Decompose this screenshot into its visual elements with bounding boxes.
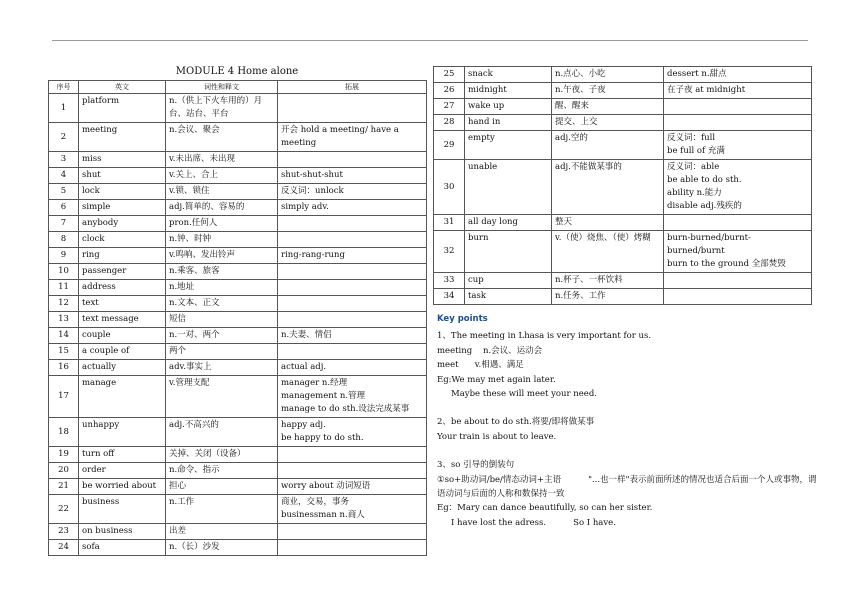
header-rule — [52, 40, 808, 41]
english-word: wake up — [465, 99, 552, 115]
row-number: 32 — [434, 231, 465, 273]
extension-note — [278, 216, 427, 232]
english-word: lock — [79, 184, 166, 200]
english-word: unable — [465, 160, 552, 215]
vocab-row — [49, 463, 427, 479]
vocab-row — [49, 479, 427, 495]
chinese-meaning: v.关上、合上 — [166, 168, 278, 184]
row-number: 6 — [49, 200, 79, 216]
english-word: hand in — [465, 115, 552, 131]
vocab-row — [434, 231, 812, 273]
page-title: MODULE 4 Home alone — [175, 66, 299, 77]
extension-note: n.夫妻、情侣 — [278, 328, 427, 344]
vocab-row — [49, 296, 427, 312]
english-word: order — [79, 463, 166, 479]
point-1-line: meet v.相遇、满足 — [437, 360, 524, 371]
english-word: midnight — [465, 83, 552, 99]
extension-note — [278, 232, 427, 248]
chinese-meaning: 关掉、关闭（设备） — [166, 447, 278, 463]
point-1-example: Eg:We may met again later. — [437, 374, 556, 385]
vocab-row — [49, 540, 427, 556]
chinese-meaning: v.管理支配 — [166, 376, 278, 418]
point-1-example: Maybe these will meet your need. — [451, 389, 597, 400]
row-number: 2 — [49, 123, 79, 152]
row-number: 19 — [49, 447, 79, 463]
english-word: business — [79, 495, 166, 524]
english-word: actually — [79, 360, 166, 376]
row-number: 20 — [49, 463, 79, 479]
chinese-meaning: v.未出席、未出现 — [166, 152, 278, 168]
english-word: unhappy — [79, 418, 166, 447]
extension-note — [278, 540, 427, 556]
english-word: anybody — [79, 216, 166, 232]
extension-note: 反义词：full be full of 充满 — [664, 131, 812, 160]
extension-note: burn-burned/burnt-burned/burnt burn to the ground 全部焚毁 — [664, 231, 812, 273]
chinese-meaning: 提交、上交 — [552, 115, 664, 131]
vocab-row — [434, 131, 812, 160]
point-3-example: Eg：Mary can dance beautifully, so can her sister. — [437, 503, 653, 514]
english-word: empty — [465, 131, 552, 160]
chinese-meaning: adj.空的 — [552, 131, 664, 160]
row-number: 9 — [49, 248, 79, 264]
chinese-meaning: n.点心、小吃 — [552, 67, 664, 83]
header-meaning: 词性和释文 — [166, 81, 278, 94]
english-word: miss — [79, 152, 166, 168]
english-word: clock — [79, 232, 166, 248]
chinese-meaning: 出差 — [166, 524, 278, 540]
english-word: ring — [79, 248, 166, 264]
extension-note: dessert n.甜点 — [664, 67, 812, 83]
row-number: 22 — [49, 495, 79, 524]
english-word: task — [465, 289, 552, 305]
vocab-row — [434, 83, 812, 99]
row-number: 5 — [49, 184, 79, 200]
row-number: 30 — [434, 160, 465, 215]
extension-note — [664, 115, 812, 131]
row-number: 25 — [434, 67, 465, 83]
english-word: manage — [79, 376, 166, 418]
vocab-row — [49, 232, 427, 248]
extension-note: shut-shut-shut — [278, 168, 427, 184]
english-word: simple — [79, 200, 166, 216]
chinese-meaning: n.乘客、旅客 — [166, 264, 278, 280]
vocab-row — [49, 495, 427, 524]
vocab-row — [49, 168, 427, 184]
chinese-meaning: n.（供上下火车用的）月台、站台、平台 — [166, 94, 278, 123]
english-word: couple — [79, 328, 166, 344]
chinese-meaning: n.任务、工作 — [552, 289, 664, 305]
row-number: 18 — [49, 418, 79, 447]
english-word: sofa — [79, 540, 166, 556]
chinese-meaning: n.会议、聚会 — [166, 123, 278, 152]
point-3-rule: ①so+助动词/be/情态动词+主语 "...也一样"表示前面所述的情况也适合后面一个人或事物，谓语动词与后面的人称和数保持一致 — [437, 474, 817, 500]
row-number: 29 — [434, 131, 465, 160]
row-number: 11 — [49, 280, 79, 296]
row-number: 24 — [49, 540, 79, 556]
vocab-row — [434, 115, 812, 131]
english-word: on business — [79, 524, 166, 540]
point-2-example: Your train is about to leave. — [437, 431, 557, 442]
extension-note — [278, 264, 427, 280]
row-number: 1 — [49, 94, 79, 123]
header-number: 序号 — [49, 81, 79, 94]
extension-note — [278, 524, 427, 540]
vocab-row — [434, 289, 812, 305]
chinese-meaning: 担心 — [166, 479, 278, 495]
extension-note: simply adv. — [278, 200, 427, 216]
vocab-row — [49, 280, 427, 296]
row-number: 31 — [434, 215, 465, 231]
english-word: turn off — [79, 447, 166, 463]
chinese-meaning: adj.简单的、容易的 — [166, 200, 278, 216]
extension-note: ring-rang-rung — [278, 248, 427, 264]
chinese-meaning: n.命令、指示 — [166, 463, 278, 479]
row-number: 33 — [434, 273, 465, 289]
chinese-meaning: v.（使）烧焦、（使）烤糊 — [552, 231, 664, 273]
chinese-meaning: v.鸣响、发出铃声 — [166, 248, 278, 264]
vocab-row — [49, 312, 427, 328]
row-number: 28 — [434, 115, 465, 131]
extension-note — [664, 273, 812, 289]
extension-note — [664, 215, 812, 231]
row-number: 8 — [49, 232, 79, 248]
chinese-meaning: adj.不高兴的 — [166, 418, 278, 447]
chinese-meaning: 整天 — [552, 215, 664, 231]
header-extension: 拓展 — [278, 81, 427, 94]
vocab-row — [49, 447, 427, 463]
point-1-title: 1、The meeting in Lhasa is very important for us. — [437, 331, 652, 342]
chinese-meaning: n.（长）沙发 — [166, 540, 278, 556]
english-word: all day long — [465, 215, 552, 231]
extension-note — [278, 280, 427, 296]
extension-note — [278, 312, 427, 328]
extension-note — [278, 296, 427, 312]
vocab-row — [49, 328, 427, 344]
row-number: 34 — [434, 289, 465, 305]
vocab-row — [49, 123, 427, 152]
vocab-row — [49, 200, 427, 216]
row-number: 15 — [49, 344, 79, 360]
extension-note: worry about 动词短语 — [278, 479, 427, 495]
chinese-meaning: v.锁、锁住 — [166, 184, 278, 200]
header-english: 英文 — [79, 81, 166, 94]
extension-note — [278, 447, 427, 463]
extension-note: 在子夜 at midnight — [664, 83, 812, 99]
extension-note: manager n.经理 management n.管理 manage to do sth.设法完成某事 — [278, 376, 427, 418]
row-number: 12 — [49, 296, 79, 312]
vocab-row — [49, 264, 427, 280]
vocab-row — [49, 524, 427, 540]
chinese-meaning: n.杯子、一杯饮料 — [552, 273, 664, 289]
row-number: 27 — [434, 99, 465, 115]
vocab-row — [49, 216, 427, 232]
vocab-row — [49, 184, 427, 200]
vocab-row — [49, 376, 427, 418]
point-3-example: I have lost the adress. So I have. — [451, 517, 616, 528]
point-1-line: meeting n.会议、运动会 — [437, 345, 543, 356]
extension-note: happy adj. be happy to do sth. — [278, 418, 427, 447]
row-number: 7 — [49, 216, 79, 232]
english-word: a couple of — [79, 344, 166, 360]
english-word: text — [79, 296, 166, 312]
english-word: burn — [465, 231, 552, 273]
chinese-meaning: n.地址 — [166, 280, 278, 296]
chinese-meaning: 两个 — [166, 344, 278, 360]
row-number: 3 — [49, 152, 79, 168]
vocab-row — [434, 273, 812, 289]
row-number: 21 — [49, 479, 79, 495]
english-word: be worried about — [79, 479, 166, 495]
english-word: cup — [465, 273, 552, 289]
row-number: 13 — [49, 312, 79, 328]
key-points-heading: Key points — [437, 314, 488, 324]
extension-note — [664, 289, 812, 305]
vocab-row — [49, 152, 427, 168]
extension-note: 反义词：able be able to do sth. ability n.能力 disable adj.残疾的 — [664, 160, 812, 215]
key-points-section — [437, 312, 817, 530]
point-3-title: 3、so 引导的倒装句 — [437, 460, 515, 471]
row-number: 26 — [434, 83, 465, 99]
chinese-meaning: adj.不能做某事的 — [552, 160, 664, 215]
row-number: 10 — [49, 264, 79, 280]
vocab-table-right — [433, 66, 812, 305]
chinese-meaning: n.一对、两个 — [166, 328, 278, 344]
english-word: snack — [465, 67, 552, 83]
vocab-row — [49, 248, 427, 264]
row-number: 16 — [49, 360, 79, 376]
vocab-row — [49, 418, 427, 447]
extension-note: actual adj. — [278, 360, 427, 376]
point-2-title: 2、be about to do sth.将要/即将做某事 — [437, 417, 595, 428]
extension-note — [278, 94, 427, 123]
row-number: 14 — [49, 328, 79, 344]
extension-note: 开会 hold a meeting/ have a meeting — [278, 123, 427, 152]
vocab-row — [434, 215, 812, 231]
chinese-meaning: pron.任何人 — [166, 216, 278, 232]
vocab-row — [434, 67, 812, 83]
chinese-meaning: 短信 — [166, 312, 278, 328]
chinese-meaning: n.文本、正文 — [166, 296, 278, 312]
vocab-table-left — [48, 80, 427, 556]
chinese-meaning: n.钟、时钟 — [166, 232, 278, 248]
vocab-row — [49, 94, 427, 123]
extension-note: 商业，交易，事务 businessman n.商人 — [278, 495, 427, 524]
english-word: address — [79, 280, 166, 296]
extension-note — [278, 463, 427, 479]
vocab-row — [434, 99, 812, 115]
extension-note — [278, 152, 427, 168]
english-word: text message — [79, 312, 166, 328]
table-header-row — [49, 81, 427, 94]
row-number: 17 — [49, 376, 79, 418]
row-number: 4 — [49, 168, 79, 184]
chinese-meaning: adv.事实上 — [166, 360, 278, 376]
row-number: 23 — [49, 524, 79, 540]
english-word: passenger — [79, 264, 166, 280]
chinese-meaning: n.工作 — [166, 495, 278, 524]
extension-note — [664, 99, 812, 115]
chinese-meaning: n.午夜、子夜 — [552, 83, 664, 99]
vocab-row — [49, 344, 427, 360]
extension-note — [278, 344, 427, 360]
english-word: meeting — [79, 123, 166, 152]
extension-note: 反义词：unlock — [278, 184, 427, 200]
chinese-meaning: 醒、醒来 — [552, 99, 664, 115]
vocab-row — [434, 160, 812, 215]
vocab-row — [49, 360, 427, 376]
english-word: platform — [79, 94, 166, 123]
english-word: shut — [79, 168, 166, 184]
